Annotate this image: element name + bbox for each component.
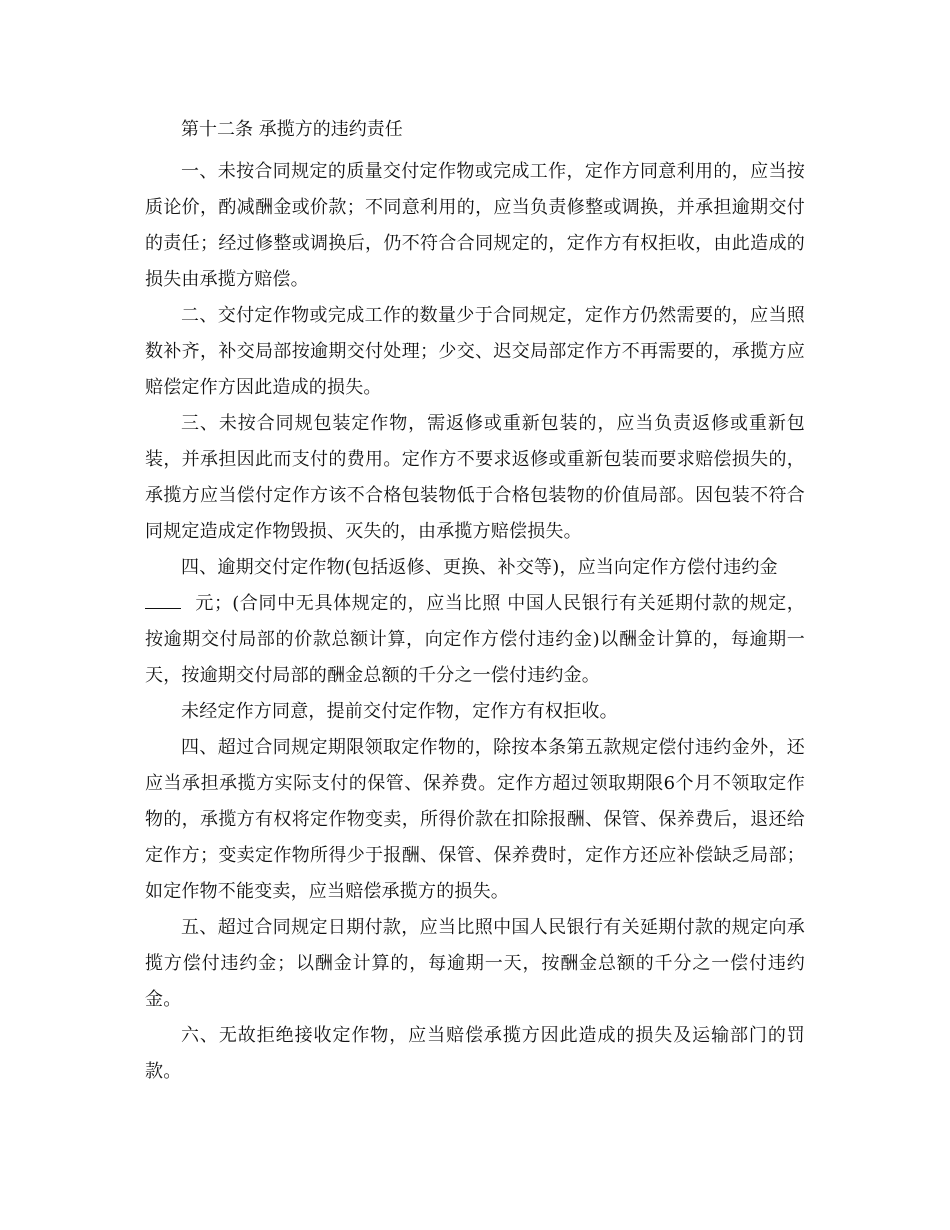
paragraph-8: 六、无故拒绝接收定作物，应当赔偿承揽方因此造成的损失及运输部门的罚款。 [145, 1025, 805, 1082]
amount-blank [145, 592, 181, 609]
paragraph-5: 未经定作方同意，提前交付定作物，定作方有权拒收。 [181, 701, 618, 722]
paragraph-4-text: 四、逾期交付定作物(包括返修、更换、补交等)，应当向定作方偿付违约金 [181, 557, 778, 578]
paragraph-3: 三、未按合同规包装定作物，需返修或重新包装的，应当负责返修或重新包装，并承担因此而支付的费用。定作方不要求返修或重新包装而要求赔偿损失的，承揽方应当偿付定作方该不合格包装物低于合格包装物的价值局部。因包装不符合同规定造成定作物毁损、灭失的，由承揽方赔偿损失。 [145, 413, 805, 542]
paragraph-4-continuation: 元；(合同中无具体规定的，应当比照 中国人民银行有关延期付款的规定，按逾期交付局部的价款总额计算，向定作方偿付违约金)以酬金计算的，每逾期一天，按逾期交付局部的酬金总额的千分之一偿付违约金。 [145, 593, 806, 686]
article-title: 第十二条 承揽方的违约责任 [181, 119, 403, 140]
paragraph-7: 五、超过合同规定日期付款，应当比照中国人民银行有关延期付款的规定向承揽方偿付违约金；以酬金计算的，每逾期一天，按酬金总额的千分之一偿付违约金。 [145, 917, 805, 1010]
paragraph-6: 四、超过合同规定期限领取定作物的，除按本条第五款规定偿付违约金外，还应当承担承揽方实际支付的保管、保养费。定作方超过领取期限6个月不领取定作物的，承揽方有权将定作物变卖，所得价款在扣除报酬、保管、保养费后，退还给定作方；变卖定作物所得少于报酬、保管、保养费时，定作方还应补偿缺乏局部；如定作物不能变卖，应当赔偿承揽方的损失。 [145, 737, 805, 902]
paragraph-2: 二、交付定作物或完成工作的数量少于合同规定，定作方仍然需要的，应当照数补齐，补交局部按逾期交付处理；少交、迟交局部定作方不再需要的，承揽方应赔偿定作方因此造成的损失。 [145, 305, 805, 398]
document-page [145, 112, 805, 1090]
paragraph-1: 一、未按合同规定的质量交付定作物或完成工作，定作方同意利用的，应当按质论价，酌减酬金或价款；不同意利用的，应当负责修整或调换，并承担逾期交付的责任；经过修整或调换后，仍不符合合同规定的，定作方有权拒收，由此造成的损失由承揽方赔偿。 [145, 161, 805, 290]
paragraph-4 [145, 550, 805, 694]
